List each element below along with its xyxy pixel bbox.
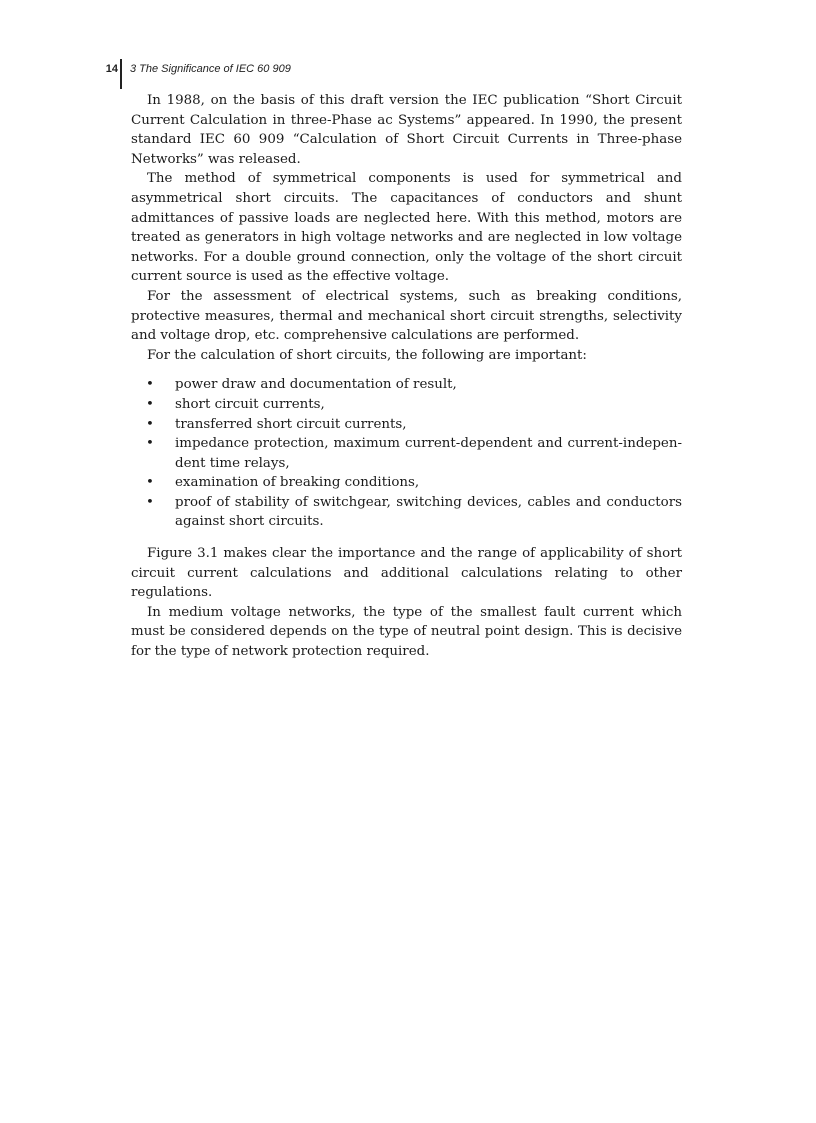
list-item	[131, 415, 682, 435]
bullet-icon: •	[146, 475, 154, 491]
list-item-text: power draw and documentation of result,	[175, 377, 457, 393]
list-item	[131, 473, 682, 493]
list-item	[131, 493, 682, 532]
paragraph-4: For the calculation of short circuits, the following are important:	[147, 347, 587, 363]
list-item-text: examination of breaking conditions,	[175, 475, 420, 491]
header-divider	[120, 59, 122, 89]
list-item	[131, 375, 682, 395]
bullet-icon: •	[146, 396, 154, 412]
bullet-list	[131, 375, 682, 532]
page-number: 14	[105, 63, 118, 75]
list-item-text: proof of stability of switchgear, switching devices, cables and conductors against short circuits.	[175, 494, 682, 530]
paragraph-2: The method of symmetrical components is used for symmetrical and asymmetrical short circuits. The capacitances of conductors and shunt admittances of passive loads are neglected here. With this method, motors are treated as generators in high voltage networks and are neglected in low voltage networks. For a double ground connection, only the voltage of the short circuit current source is used as the effective voltage.	[131, 171, 682, 285]
list-item-text: impedance protection, maximum current-dependent and current-independent time relays,	[175, 436, 682, 471]
paragraph-5: Figure 3.1 makes clear the importance and the range of applicability of short circuit current calculations and additional calculations relating to other regulations.	[131, 546, 682, 601]
paragraph-6: In medium voltage networks, the type of the smallest fault current which must be considered depends on the type of neutral point design. This is decisive for the type of network protection required.	[131, 604, 682, 660]
list-item	[131, 395, 682, 415]
list-item	[131, 434, 682, 473]
paragraph-3: For the assessment of electrical systems, such as breaking conditions, protective measures, thermal and mechanical short circuit strengths, selectivity and voltage drop, etc. comprehensive calculations are performed.	[131, 288, 682, 344]
list-item-text: transferred short circuit currents,	[175, 416, 407, 432]
bullet-icon: •	[146, 377, 154, 393]
bullet-icon: •	[146, 494, 154, 510]
paragraph-1: In 1988, on the basis of this draft version the IEC publication “Short Circuit Current Calculation in three-Phase ac Systems” appeared. In 1990, the present standard IEC 60 909 “Calculation of Short Circuit Currents in Three-phase Networks” was released.	[131, 93, 682, 167]
bullet-icon: •	[146, 436, 154, 452]
body-text	[131, 91, 682, 662]
bullet-icon: •	[146, 416, 154, 432]
running-title: 3 The Significance of IEC 60 909	[130, 63, 291, 75]
list-item-text: short circuit currents,	[175, 396, 325, 412]
